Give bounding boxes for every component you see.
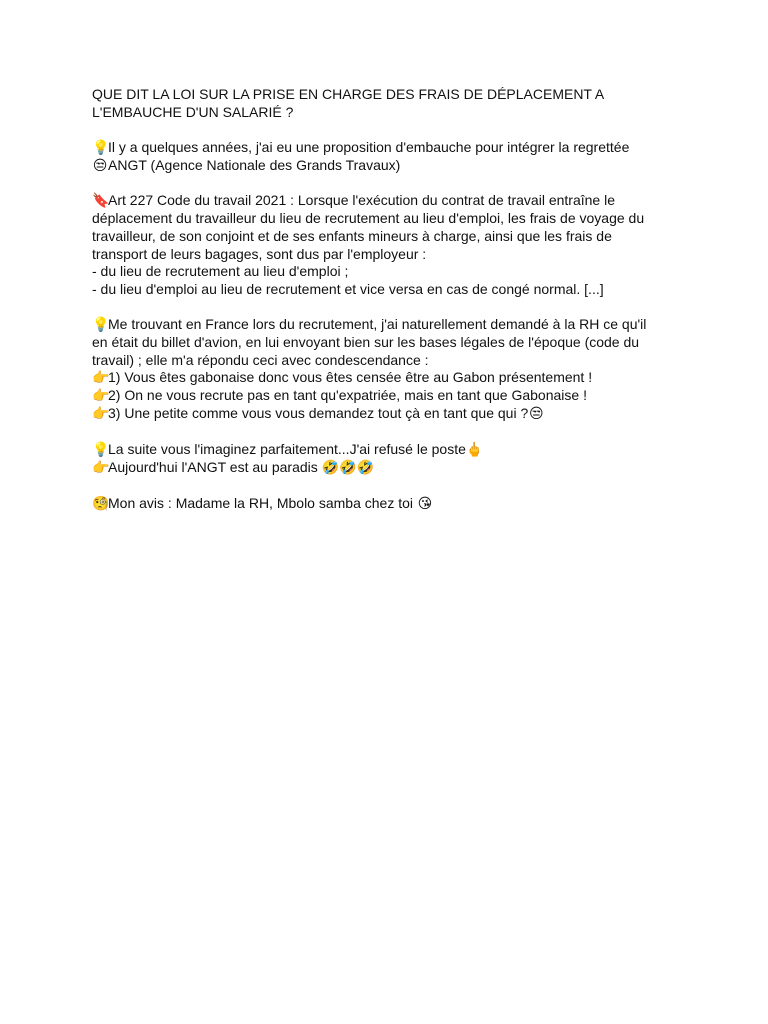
- story-point-1-text: 1) Vous êtes gabonaise donc vous êtes censée être au Gabon présentement !: [108, 369, 593, 386]
- intro-text-2: ANGT (Agence Nationale des Grands Travaux): [108, 156, 401, 173]
- kissing-face-icon: 😘: [417, 495, 433, 512]
- story-line-3: travail) ; elle m'a répondu ceci avec condescendance :: [92, 351, 429, 368]
- closing-line: [92, 495, 672, 513]
- document-title: [92, 86, 672, 121]
- middle-finger-icon: 🖕: [465, 441, 484, 458]
- pointing-right-icon: 👉: [92, 370, 110, 387]
- unamused-face-icon: 😒: [528, 406, 544, 423]
- article-line-1: [92, 192, 672, 210]
- pointing-right-icon: 👉: [92, 406, 110, 423]
- story-line-1: [92, 316, 672, 334]
- bookmark-icon: 🔖: [92, 193, 110, 210]
- rolling-laughing-icons: 🤣🤣🤣: [321, 459, 374, 476]
- outcome-line-1: [92, 441, 672, 459]
- title-line-2: L'EMBAUCHE D'UN SALARIÉ ?: [92, 103, 294, 120]
- story-point-3-text: 3) Une petite comme vous vous demandez tout çà en tant que qui ?: [108, 405, 529, 422]
- monocle-face-icon: 🧐: [92, 495, 110, 512]
- article-line-6: - du lieu d'emploi au lieu de recrutement et vice versa en cas de congé normal. [...]: [92, 280, 604, 297]
- pointing-right-icon: 👉: [92, 388, 110, 405]
- unamused-face-icon: 😒: [92, 157, 108, 174]
- closing-paragraph: [92, 495, 672, 513]
- outcome-text-2: Aujourd'hui l'ANGT est au paradis: [108, 458, 318, 475]
- lightbulb-icon: 💡: [92, 316, 110, 333]
- document-body: [92, 86, 672, 531]
- article-line-4: transport de leurs bagages, sont dus par l'employeur :: [92, 245, 427, 262]
- title-line-1: QUE DIT LA LOI SUR LA PRISE EN CHARGE DES FRAIS DE DÉPLACEMENT A: [92, 86, 605, 102]
- story-point-3: [92, 405, 672, 423]
- story-text-1: Me trouvant en France lors du recrutement, j'ai naturellement demandé à la RH ce qu'il: [108, 315, 647, 332]
- article-text-1: Art 227 Code du travail 2021 : Lorsque l'exécution du contrat de travail entraîne le: [108, 192, 615, 209]
- intro-line-1: [92, 139, 672, 157]
- lightbulb-icon: 💡: [92, 441, 110, 458]
- intro-paragraph: [92, 139, 672, 175]
- article-paragraph: [92, 192, 672, 298]
- intro-text-1: Il y a quelques années, j'ai eu une proposition d'embauche pour intégrer la regrettée: [108, 138, 630, 155]
- outcome-paragraph: [92, 441, 672, 478]
- story-paragraph: [92, 316, 672, 423]
- story-point-2-text: 2) On ne vous recrute pas en tant qu'expatriée, mais en tant que Gabonaise !: [108, 387, 587, 404]
- lightbulb-icon: 💡: [92, 139, 110, 156]
- story-line-2: en était du billet d'avion, en lui envoyant bien sur les bases légales de l'époque (code du: [92, 333, 640, 350]
- outcome-text-1: La suite vous l'imaginez parfaitement...J'ai refusé le poste: [108, 440, 466, 457]
- outcome-line-2: [92, 459, 672, 478]
- story-point-2: [92, 387, 672, 405]
- story-point-1: [92, 369, 672, 387]
- pointing-right-icon: 👉: [92, 459, 110, 476]
- article-line-5: - du lieu de recrutement au lieu d'emploi ;: [92, 263, 349, 280]
- article-line-2: déplacement du travailleur du lieu de recrutement au lieu d'emploi, les frais de voyage du: [92, 210, 645, 227]
- closing-text: Mon avis : Madame la RH, Mbolo samba chez toi: [108, 494, 414, 511]
- article-line-3: travailleur, de son conjoint et de ses enfants mineurs à charge, ainsi que les frais de: [92, 227, 612, 244]
- intro-line-2: [92, 157, 672, 175]
